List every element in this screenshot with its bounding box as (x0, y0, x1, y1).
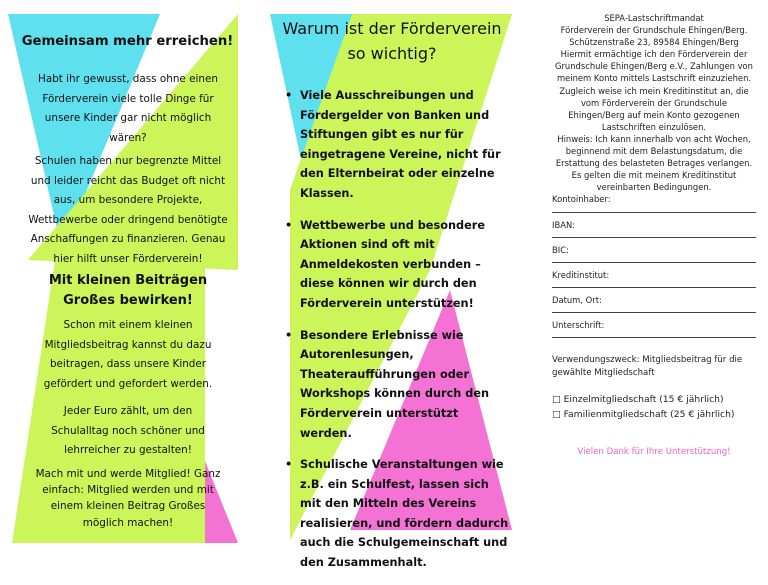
field-datum-ort[interactable] (552, 294, 756, 313)
list-item: • Besondere Erlebnisse wie Autorenlesungen, Theateraufführungen oder Workshops können durch den Förderverein unterstützt werden. (283, 326, 513, 444)
purpose-text: Verwendungszweck: Mitgliedsbeitrag für die gewählte Mitgliedschaft (552, 354, 743, 378)
paragraph-euro: Jeder Euro zählt, um den Schulalltag noch schöner und lehrreicher zu gestalten! (51, 405, 205, 456)
option-einzelmitgliedschaft[interactable]: □ Einzelmitgliedschaft (15 € jährlich) (552, 393, 724, 405)
list-item: • Viele Ausschreibungen und Fördergelder von Banken und Stiftungen gibt es nur für eingetragene Vereine, nicht für den Elternbeirat oder einzelne Klassen. (283, 86, 513, 204)
sepa-mandate-text: Hiermit ermächtige ich den Förderverein der Grundschule Ehingen/Berg e.V., Zahlungen von meinem Konto mittels Lastschrift einzuziehen. Zugleich weise ich mein Kreditinstitut an, die vom Förderverein der Grundschule Ehingen/Berg auf mein Konto gezogenen Lastschriften einzulösen. (555, 49, 753, 132)
thanks-text: Vielen Dank für Ihre Unterstützung! (577, 446, 731, 457)
field-label: Kontoinhaber: (552, 194, 611, 205)
list-item: • Wettbewerbe und besondere Aktionen sind oft mit Anmeldekosten verbunden – diese können wir durch den Förderverein unterstützen! (283, 216, 513, 314)
field-label: BIC: (552, 244, 569, 255)
sepa-organisation: Förderverein der Grundschule Ehingen/Berg. (560, 25, 748, 36)
sepa-address: Schützenstraße 23, 89584 Ehingen/Berg (569, 37, 739, 48)
field-unterschrift[interactable] (552, 319, 756, 338)
paragraph-intro: Habt ihr gewusst, dass ohne einen Förderverein viele tolle Dinge für unsere Kinder gar nicht möglich wären? (38, 73, 218, 144)
field-kontoinhaber[interactable] (552, 193, 756, 212)
field-iban[interactable] (552, 219, 756, 238)
heading-beitraege: Mit kleinen Beiträgen Großes bewirken! (48, 273, 208, 308)
heading-gemeinsam: Gemeinsam mehr erreichen! (21, 34, 234, 49)
paragraph-mitmachen: Mach mit und werde Mitglied! Ganz einfach: Mitglied werden und mit einem kleinen Beitrag Großes möglich machen! (35, 468, 221, 529)
paragraph-budget: Schulen haben nur begrenzte Mittel und leider reicht das Budget oft nicht aus, um besondere Projekte, Wettbewerbe oder dringend benötigte Anschaffungen zu finanzieren. Genau hier hilft unser Förderverein! (28, 155, 228, 265)
field-kreditinstitut[interactable] (552, 269, 756, 288)
reasons-list (283, 86, 513, 585)
field-label: Unterschrift: (552, 319, 605, 330)
signature-line[interactable] (552, 306, 756, 313)
field-label: Kreditinstitut: (552, 269, 610, 280)
paragraph-mitgliedsbeitrag: Schon mit einem kleinen Mitgliedsbeitrag kannst du dazu beitragen, dass unsere Kinder gefördert und gefordert werden. (43, 319, 213, 390)
field-label: IBAN: (552, 219, 576, 230)
heading-warum: Warum ist der Förderverein so wichtig? (282, 19, 502, 63)
signature-line[interactable] (552, 256, 756, 263)
signature-line[interactable] (552, 281, 756, 288)
signature-line[interactable] (552, 206, 756, 213)
sepa-form (552, 12, 756, 458)
field-label: Datum, Ort: (552, 294, 602, 305)
field-bic[interactable] (552, 244, 756, 263)
list-item: • Schulische Veranstaltungen wie z.B. ein Schulfest, lassen sich mit den Mitteln des Vereins realisieren, und fördern dadurch auch die Schulgemeinschaft und den Zusammenhalt. (283, 455, 513, 573)
signature-line[interactable] (552, 331, 756, 338)
option-familienmitgliedschaft[interactable]: □ Familienmitgliedschaft (25 € jährlich) (552, 408, 735, 420)
signature-line[interactable] (552, 231, 756, 238)
sepa-title: SEPA-Lastschriftmandat (604, 13, 704, 23)
sepa-hint-text: Hinweis: Ich kann innerhalb von acht Wochen, beginnend mit dem Belastungsdatum, die Erstattung des belasteten Betrages verlangen. Es gelten die mit meinem Kreditinstitut vereinbarten Bedingungen. (555, 133, 753, 193)
